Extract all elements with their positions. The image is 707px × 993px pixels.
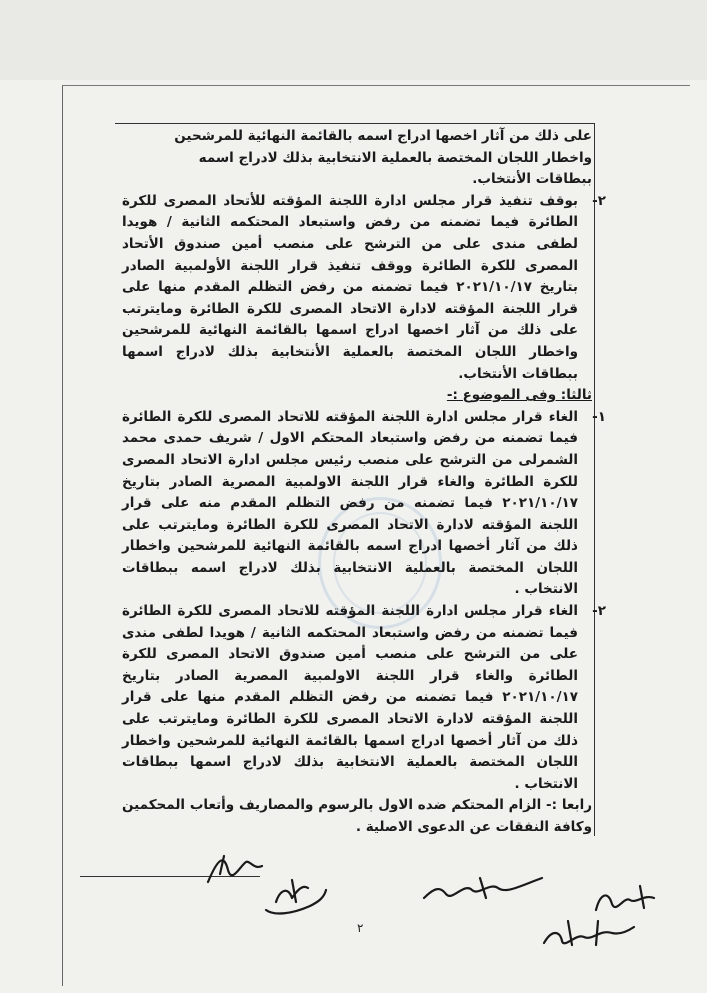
item-2-cancellation bbox=[122, 601, 606, 795]
heading-third: ثالثا: وفى الموضوع :- bbox=[446, 387, 592, 404]
header-rule bbox=[62, 85, 690, 86]
page-top-edge bbox=[0, 0, 707, 80]
text-right-rule bbox=[594, 124, 595, 836]
signature-5 bbox=[538, 915, 638, 955]
document-body bbox=[122, 126, 606, 839]
signature-1 bbox=[200, 848, 270, 888]
left-margin-rule bbox=[62, 86, 63, 986]
signature-4 bbox=[590, 880, 660, 920]
paragraph-fourth: رابعا :- الزام المحتكم ضده الاول بالرسوم والمصاريف وأتعاب المحكمين وكافة النفقات عن الدعوى الاصلية . bbox=[122, 797, 592, 835]
item-number: ١- bbox=[592, 408, 606, 425]
block-1-line-3: ببطاقات الأنتخاب. bbox=[472, 171, 592, 188]
page-number: ٢ bbox=[357, 921, 364, 935]
item-number: ٢- bbox=[592, 192, 606, 209]
block-1-line-1: على ذلك من آثار اخصها ادراج اسمه بالقائمة النهائية للمرشحين bbox=[174, 128, 592, 144]
item-text: بوقف تنفيذ قرار مجلس ادارة اللجنة المؤقته للأتحاد المصرى للكرة الطائرة فيما تضمنه من رفض واستبعاد المحتكمه الثانية / هويدا لطفى مندى على من الترشح على منصب أمين صندوق الأتحاد المصرى للكرة الطائرة ووقف تنفيذ قرار اللجنة الأولمبية الصادر بتاريخ ٢٠٢١/١٠/١٧ فيما تضمنه من رفض التظلم المقدم منها على قرار اللجنة المؤقته لادارة الاتحاد المصرى للكرة الطائرة ومايترتب على ذلك من آثار اخصها ادراج اسمها بالقائمة النهائية للمرشحين واخطار اللجان المختصة بالعملية الأنتخابية بذلك لادراج اسمها ببطاقات الأنتخاب. bbox=[122, 192, 578, 382]
item-text: الغاء قرار مجلس ادارة اللجنة المؤقته للاتحاد المصرى للكرة الطائرة فيما تضمنه من رفض واستبعاد المحتكمه الثانية / هويدا لطفى مندى على من الترشح على منصب أمين صندوق الاتحاد المصرى للكرة الطائرة والغاء قرار اللجنة الاولمبية المصرية الصادر بتاريخ ٢٠٢١/١٠/١٧ فيما تضمنه من رفض التظلم المقدم منها على قرار اللجنة المؤقته لادارة الاتحاد المصرى للكرة الطائرة ومايترتب على ذلك من آثار أخصها ادراج اسمها بالقائمة النهائية للمرشحين واخطار اللجان المختصة بالعملية الانتخابية بذلك لادراج اسمها ببطاقات الانتخاب . bbox=[122, 603, 578, 792]
signature-3 bbox=[420, 868, 550, 908]
text-top-rule bbox=[115, 123, 595, 124]
item-2-suspension bbox=[122, 191, 606, 385]
item-text: الغاء قرار مجلس ادارة اللجنة المؤقته للاتحاد المصرى للكرة الطائرة فيما تضمنه من رفض واستبعاد المحتكم الاول / شريف حمدى محمد الشمرلى من الترشح على منصب رئيس مجلس ادارة الاتحاد المصرى للكرة الطائرة والغاء قرار اللجنة الاولمبية المصرية الصادر بتاريخ ٢٠٢١/١٠/١٧ فيما تضمنه من رفض التظلم المقدم منه على قرار اللجنة المؤقته لادارة الاتحاد المصرى للكرة الطائرة ومايترتب على ذلك من آثار أخصها ادراج اسمه بالقائمة النهائية للمرشحين واخطار اللجان المختصة بالعملية الانتخابية بذلك لادراج اسمه ببطاقات الانتخاب . bbox=[122, 408, 578, 598]
block-1-line-2: واخطار اللجان المختصة بالعملية الانتخابية بذلك لادراج اسمه bbox=[198, 149, 592, 166]
item-number: ٢- bbox=[592, 603, 606, 620]
signature-2 bbox=[262, 872, 332, 920]
item-1-cancellation bbox=[122, 407, 606, 601]
